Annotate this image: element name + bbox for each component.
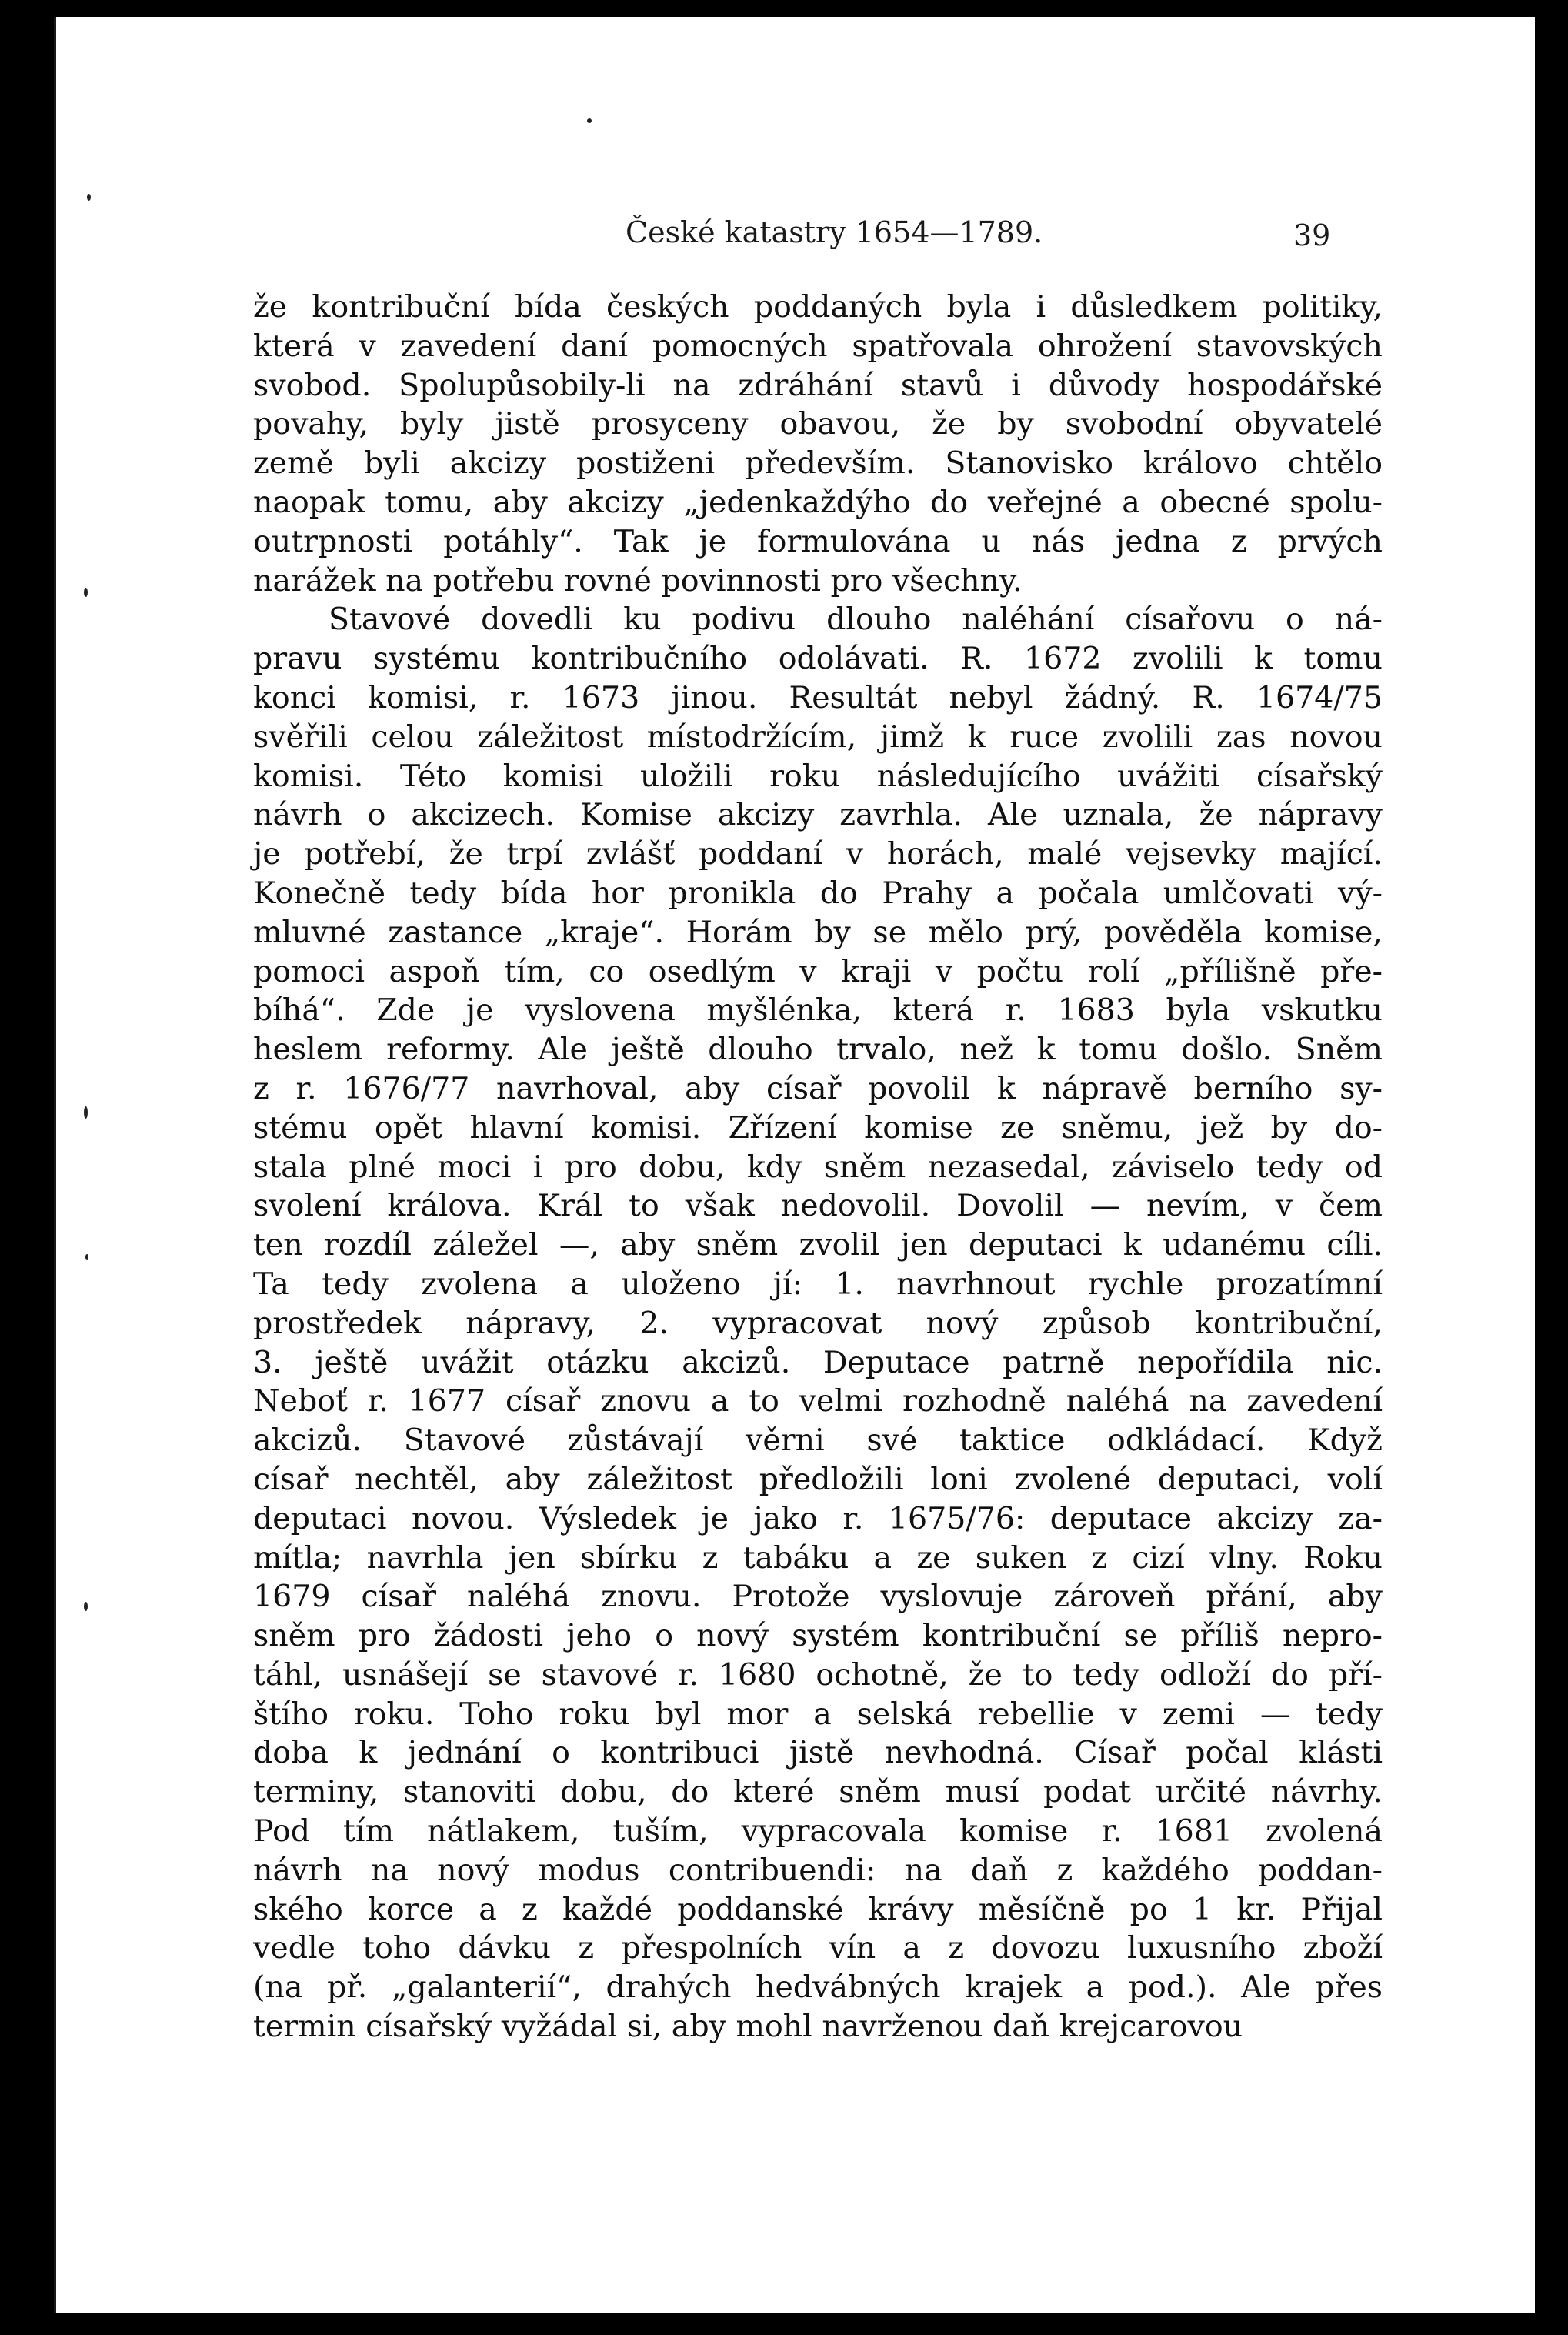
text-line: Konečně tedy bída hor pronikla do Prahy a počala umlčovati vý- <box>253 875 1383 911</box>
scan-speck <box>84 1602 88 1611</box>
text-line: bíhá“. Zde je vyslovena myšlénka, která r. 1683 byla vskutku <box>253 992 1383 1029</box>
text-line: ského korce a z každé poddanské krávy měsíčně po 1 kr. Přijal <box>253 1891 1383 1927</box>
text-line: vedle toho dávku z přespolních vín a z dovozu luxusního zboží <box>253 1930 1383 1966</box>
page-number: 39 <box>1293 218 1331 252</box>
text-line: návrh na nový modus contribuendi: na daň z každého poddan- <box>253 1852 1383 1888</box>
text-line: ten rozdíl záležel —, aby sněm zvolil jen deputaci k udanému cíli. <box>253 1227 1383 1263</box>
text-line: akcizů. Stavové zůstávají věrni své taktice odkládací. Když <box>253 1423 1383 1459</box>
text-line: terminy, stanoviti dobu, do které sněm musí podat určité návrhy. <box>253 1774 1383 1810</box>
body-text <box>253 288 1383 2046</box>
text-line: že kontribuční bída českých poddaných byla i důsledkem politiky, <box>253 289 1383 325</box>
running-title: České katastry 1654—1789. <box>626 215 1043 249</box>
text-line: je potřebí, že trpí zvlášť poddaní v horách, malé vejsevky mající. <box>253 836 1383 872</box>
text-line: naopak tomu, aby akcizy „jedenkaždýho do veřejné a obecné spolu- <box>253 484 1383 520</box>
text-line: Neboť r. 1677 císař znovu a to velmi rozhodně naléhá na zavedení <box>253 1383 1383 1419</box>
text-line: z r. 1676/77 navrhoval, aby císař povolil k nápravě berního sy- <box>253 1070 1383 1106</box>
scan-speck <box>84 1106 88 1119</box>
text-line: termin císařský vyžádal si, aby mohl navrženou daň krejcarovou <box>253 2009 1243 2045</box>
book-page <box>54 17 1535 2313</box>
text-line: pomoci aspoň tím, co osedlým v kraji v počtu rolí „přílišně pře- <box>253 953 1383 989</box>
text-line: heslem reformy. Ale ještě dlouho trvalo, než k tomu došlo. Sněm <box>253 1032 1383 1068</box>
text-line: svolení králova. Král to však nedovolil. Dovolil — nevím, v čem <box>253 1188 1383 1224</box>
text-line: štího roku. Toho roku byl mor a selská rebellie v zemi — tedy <box>253 1696 1383 1732</box>
text-line: povahy, byly jistě prosyceny obavou, že by svobodní obyvatelé <box>253 406 1383 442</box>
scan-speck <box>85 1254 88 1260</box>
text-line: outrpnosti potáhly“. Tak je formulována u nás jedna z prvých <box>253 523 1383 559</box>
text-line: císař nechtěl, aby záležitost předložili loni zvolené deputaci, volí <box>253 1461 1383 1497</box>
text-line: svobod. Spolupůsobily-li na zdráhání stavů i důvody hospodářské <box>253 367 1383 403</box>
scan-speck <box>587 118 592 123</box>
text-line: deputaci novou. Výsledek je jako r. 1675/76: deputace akcizy za- <box>253 1500 1383 1536</box>
text-line: prostředek nápravy, 2. vypracovat nový způsob kontribuční, <box>253 1305 1383 1341</box>
text-line: země byli akcizy postiženi především. Stanovisko královo chtělo <box>253 445 1383 482</box>
text-line: narážek na potřebu rovné povinnosti pro všechny. <box>253 562 1023 599</box>
text-line: mluvné zastance „kraje“. Horám by se mělo prý, pověděla komise, <box>253 914 1383 950</box>
text-line: konci komisi, r. 1673 jinou. Resultát nebyl žádný. R. 1674/75 <box>253 679 1383 716</box>
text-line: sněm pro žádosti jeho o nový systém kontribuční se příliš nepro- <box>253 1618 1383 1654</box>
text-line: (na př. „galanterií“, drahých hedvábných krajek a pod.). Ale přes <box>253 1970 1383 2006</box>
text-line: komisi. Této komisi uložili roku následujícího uvážiti císařský <box>253 758 1383 794</box>
text-line: stému opět hlavní komisi. Zřízení komise ze sněmu, jež by do- <box>253 1109 1383 1146</box>
scan-speck <box>84 588 88 597</box>
text-line: pravu systému kontribučního odolávati. R. 1672 zvolili k tomu <box>253 641 1383 677</box>
text-line: 1679 císař naléhá znovu. Protože vyslovuje zároveň přání, aby <box>253 1579 1383 1615</box>
text-line: táhl, usnášejí se stavové r. 1680 ochotně, že to tedy odloží do pří- <box>253 1656 1383 1693</box>
text-line: 3. ještě uvážit otázku akcizů. Deputace patrně nepořídila nic. <box>253 1344 1383 1380</box>
text-line: doba k jednání o kontribuci jistě nevhodná. Císař počal klásti <box>253 1735 1383 1771</box>
text-line: která v zavedení daní pomocných spatřovala ohrožení stavovských <box>253 328 1383 364</box>
text-line: stala plné moci i pro dobu, kdy sněm nezasedal, záviselo tedy od <box>253 1149 1383 1185</box>
text-line: svěřili celou záležitost místodržícím, jimž k ruce zvolili zas novou <box>253 719 1383 755</box>
text-line: mítla; navrhla jen sbírku z tabáku a ze suken z cizí vlny. Roku <box>253 1539 1383 1576</box>
scan-speck <box>87 194 91 201</box>
text-line: Ta tedy zvolena a uloženo jí: 1. navrhnout rychle prozatímní <box>253 1266 1383 1302</box>
text-line: Pod tím nátlakem, tuším, vypracovala komise r. 1681 zvolená <box>253 1813 1383 1850</box>
text-line: návrh o akcizech. Komise akcizy zavrhla. Ale uznala, že nápravy <box>253 797 1383 833</box>
text-line: Stavové dovedli ku podivu dlouho naléhání císařovu o ná- <box>329 602 1383 638</box>
